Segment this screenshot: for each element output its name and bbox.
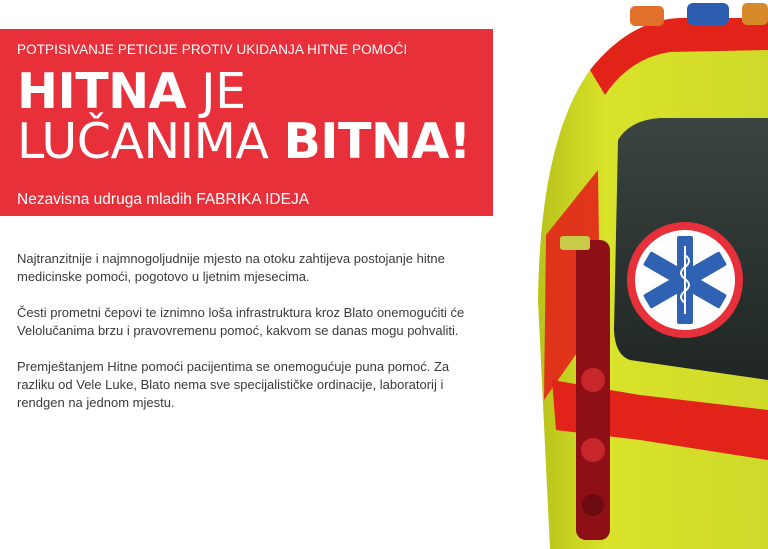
roof-light-amber <box>630 6 664 26</box>
paragraph-3: Premještanjem Hitne pomoći pacijentima se onemogućuje puna pomoć. Za razliku od Vele Luke, Blato nema sve specijalističke ordinacije, laboratorij i rendgen na jednom mjestu. <box>17 359 450 410</box>
roof-light-amber-right <box>742 3 768 25</box>
door-handle <box>560 236 590 250</box>
headline-word-je: JE <box>186 63 246 120</box>
headline-banner <box>0 29 493 216</box>
ambulance-photo <box>480 0 768 549</box>
headline-word-bitna: BITNA! <box>283 113 471 170</box>
petition-kicker: POTPISIVANJE PETICIJE PROTIV UKIDANJA HITNE POMOĆI <box>17 42 408 57</box>
headline-word-lucanima: LUČANIMA <box>17 113 284 170</box>
paragraph-2: Česti prometni čepovi te iznimno loša infrastruktura kroz Blato onemogućiti će Velolučanima brzu i pravovremenu pomoć, kakvom se danas mogu pohvaliti. <box>17 305 465 338</box>
headline-line-2 <box>17 113 471 170</box>
roof-light-blue <box>687 3 729 25</box>
body-text <box>17 250 467 430</box>
tail-light-lens-3 <box>582 494 604 516</box>
organization-name: Nezavisna udruga mladih FABRIKA IDEJA <box>17 191 310 208</box>
star-of-life-icon <box>627 222 743 338</box>
tail-light-lens-2 <box>581 438 605 462</box>
paragraph-1: Najtranzitnije i najmnogoljudnije mjesto na otoku zahtijeva postojanje hitne medicinske pomoći, pogotovo u ljetnim mjesecima. <box>17 251 445 284</box>
tail-light-lens-1 <box>581 368 605 392</box>
headline-line-1 <box>17 63 471 120</box>
main-headline <box>17 63 471 170</box>
headline-word-hitna: HITNA <box>17 63 187 120</box>
